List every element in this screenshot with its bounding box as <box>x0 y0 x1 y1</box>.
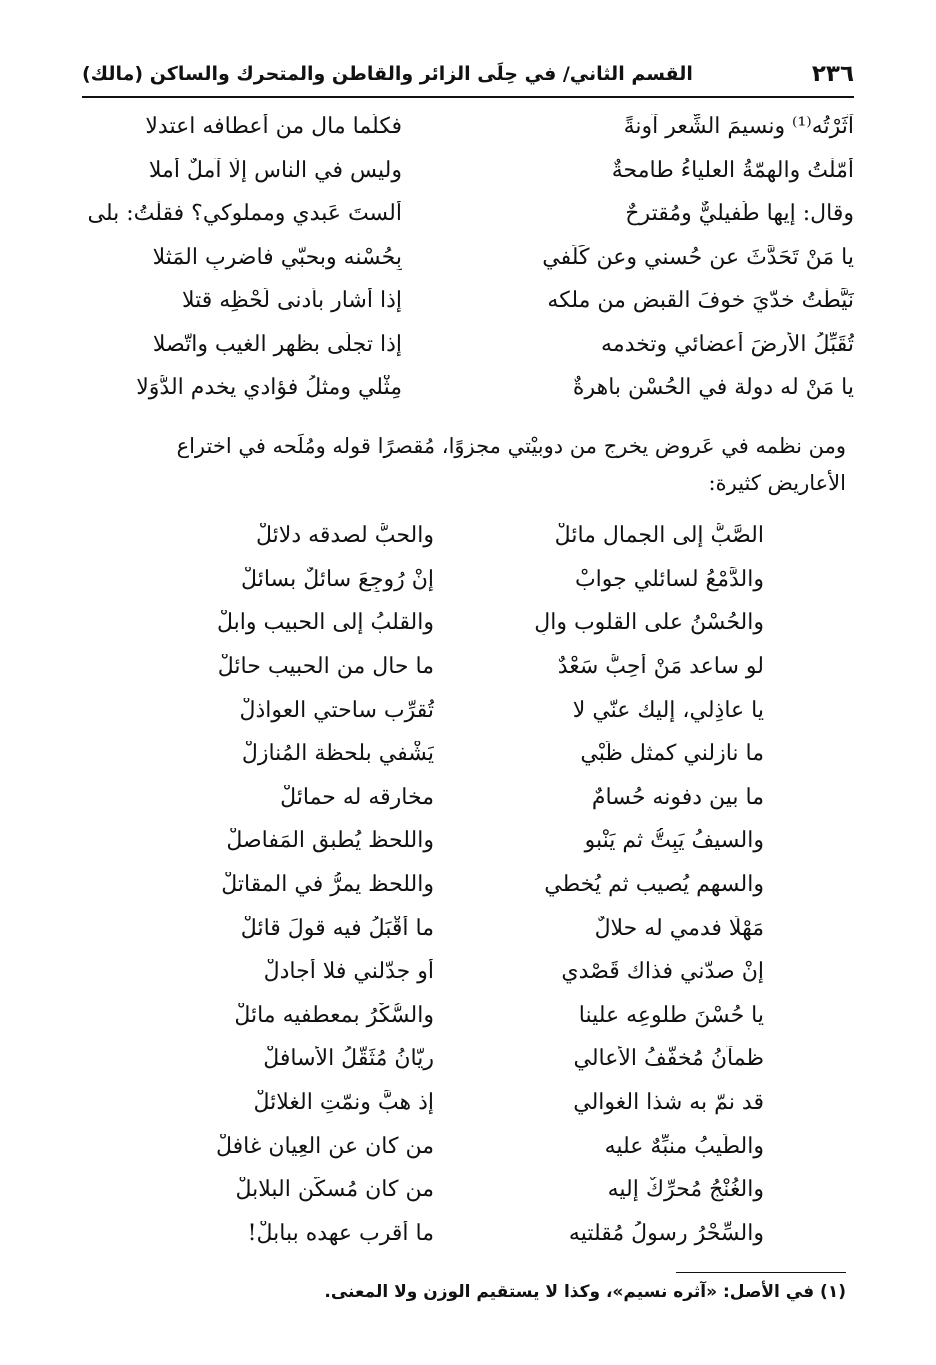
verse-first-hemistich: إنْ صدّني فذاك قَصْدي <box>561 959 764 985</box>
verse-line <box>82 323 854 367</box>
verse-second-hemistich: إذا تجلّى بظهر الغيب واتّصلا <box>152 331 402 357</box>
verse-first-hemistich: الصَّبُّ إلى الجمال مائلْ <box>554 523 764 549</box>
verse-first-hemistich: نَيَّطْتُ خدّيَ خوفَ القبض من ملكه <box>547 288 854 314</box>
verse-first-hemistich: ما نازلني كمثل ظَبْيٍ <box>580 741 764 767</box>
verse-line <box>82 236 854 280</box>
verse-second-hemistich: ما أقْبَلُ فيه قولَ قائلْ <box>240 915 434 941</box>
verse-second-hemistich: من كان مُسكَّن البلابلْ <box>235 1177 434 1203</box>
verse-first-hemistich: مَهْلًا فدمي له حلالٌ <box>594 915 764 941</box>
verse-line <box>82 514 854 558</box>
verse-second-hemistich: إنْ رُوجِعَ سائلٌ بسائلْ <box>241 566 434 592</box>
prose-paragraph: ومن نظمه في عَروض يخرج من دوبيْتي مجزوًا، مُقصرًا قوله ومُلَحه في اختراع الأعاريض كثيرة: <box>176 434 846 495</box>
verse-first-hemistich: والسِّحْرُ رسولُ مُقلتيه <box>568 1220 764 1246</box>
verse-second-hemistich: إذ هبَّ ونمّتِ الغلائلْ <box>253 1090 434 1116</box>
verse-second-hemistich: أو جدّلني فلا أُجادلْ <box>263 959 434 985</box>
verse-second-hemistich: والقلبُ إلى الحبيب وابلْ <box>216 610 434 636</box>
footnote-divider <box>676 1272 846 1273</box>
verse-second-hemistich: ما أقرب عهده ببابلْ! <box>247 1220 434 1246</box>
verse-line <box>82 1168 854 1212</box>
verse-second-hemistich: ألستَ عَبدي ومملوكي؟ فقلْتُ: بلى <box>87 201 402 227</box>
verse-first-hemistich: يا مَنْ له دولة في الحُسْن باهرةٌ <box>572 375 854 401</box>
verse-first-hemistich: ظمآنُ مُخفّفُ الأعالي <box>573 1046 764 1072</box>
verse-first-hemistich: ما بين دفونه حُسامٌ <box>591 784 764 810</box>
verse-line <box>82 149 854 193</box>
verse-second-hemistich: ما حال من الحبيب حائلْ <box>217 654 434 680</box>
verse-line <box>82 732 854 776</box>
verse-line <box>82 863 854 907</box>
verse-second-hemistich: فكلّما مال من أعطافه اعتدلا <box>145 114 402 140</box>
verse-second-hemistich: ريّانُ مُثَقَّلُ الأسافلْ <box>263 1046 434 1072</box>
poem-second <box>82 514 854 1255</box>
verse-second-hemistich: إذا أشار بأدنى لَحْظِه قتلا <box>182 288 402 314</box>
verse-second-hemistich: من كان عن العِيان غافلْ <box>215 1133 434 1159</box>
running-title: القسم الثاني/ في حِلَى الزائر والقاطن والمتحرك والساكن (مالك) <box>82 63 693 85</box>
verse-line <box>82 776 854 820</box>
verse-first-hemistich: والغُنْجُ مُحرِّكٌ إليه <box>607 1177 764 1203</box>
verse-first-hemistich: والدَّمْعُ لسائلي جوابْ <box>574 566 764 592</box>
verse-line <box>82 279 854 323</box>
verse-line <box>82 366 854 410</box>
verse-line <box>82 906 854 950</box>
verse-first-hemistich: قد نمّ به شذا الغوالي <box>573 1090 764 1116</box>
verse-first-hemistich: والسيفُ يَبِتُّ ثم يَنْبو <box>584 828 764 854</box>
verse-second-hemistich: يَشْفي بلحظة المُنازلْ <box>241 741 434 767</box>
verse-line <box>82 1124 854 1168</box>
verse-second-hemistich: تُقرِّب ساحتي العواذلْ <box>239 697 434 723</box>
verse-first-hemistich: آثَرْتُه⁽¹⁾ ونسيمَ الشِّعر آونةً <box>623 114 854 140</box>
verse-line <box>82 1081 854 1125</box>
verse-second-hemistich: مخارقه له حمائلْ <box>280 784 434 810</box>
verse-line <box>82 192 854 236</box>
verse-first-hemistich: لو ساعد مَنْ أُحِبُّ سَعْدٌ <box>557 654 764 680</box>
verse-line <box>82 1037 854 1081</box>
verse-line <box>82 645 854 689</box>
page-header <box>82 52 854 98</box>
verse-second-hemistich: والسُّكْرُ بمعطفيه مائلْ <box>234 1002 434 1028</box>
verse-second-hemistich: واللحظ يُطبق المَفاصلْ <box>226 828 434 854</box>
verse-second-hemistich: والحبُّ لصدقه دلائلْ <box>256 523 434 549</box>
verse-first-hemistich: والسهم يُصيب ثم يُخطي <box>544 872 764 898</box>
verse-line <box>82 601 854 645</box>
verse-line <box>82 105 854 149</box>
verse-first-hemistich: يا حُسْنَ طلوعِه علينا <box>578 1002 764 1028</box>
verse-first-hemistich: والطِّيبُ منبِّهٌ عليه <box>604 1133 764 1159</box>
verse-first-hemistich: يا مَنْ تَحَدَّثَ عن حُسني وعن كَلَفي <box>542 244 854 270</box>
verse-second-hemistich: وليس في الناس إلّا آملٌ أملا <box>148 157 402 183</box>
verse-line <box>82 819 854 863</box>
verse-first-hemistich: وقال: إيها طُفيليٌّ ومُقترِحٌ <box>625 201 854 227</box>
footnote: (١) في الأصل: «آثره نسيم»، وكذا لا يستقيم الوزن ولا المعنى. <box>324 1282 846 1302</box>
verse-first-hemistich: تُقَبِّلُ الأرضَ أعضائي وتخدمه <box>601 331 854 357</box>
verse-line <box>82 558 854 602</box>
verse-line <box>82 1212 854 1256</box>
page-number: ٢٣٦ <box>811 61 854 87</box>
verse-line <box>82 688 854 732</box>
verse-second-hemistich: مِثْلي ومثلُ فؤادي يخدم الدُّوَلا <box>136 375 402 401</box>
verse-first-hemistich: يا عاذِلي، إليك عنّي لا <box>572 697 764 723</box>
verse-second-hemistich: بِحُسْنه وبحبّي فاضرِبِ المَثلا <box>152 244 402 270</box>
verse-first-hemistich: والحُسْنُ على القلوب والٍ <box>534 610 764 636</box>
verse-first-hemistich: أمّلْتُ والهِمّةُ العلياءُ طامحةٌ <box>611 157 854 183</box>
poem-first <box>82 105 854 410</box>
verse-second-hemistich: واللحظ يمرُّ في المقاتلْ <box>221 872 434 898</box>
verse-line <box>82 994 854 1038</box>
verse-line <box>82 950 854 994</box>
